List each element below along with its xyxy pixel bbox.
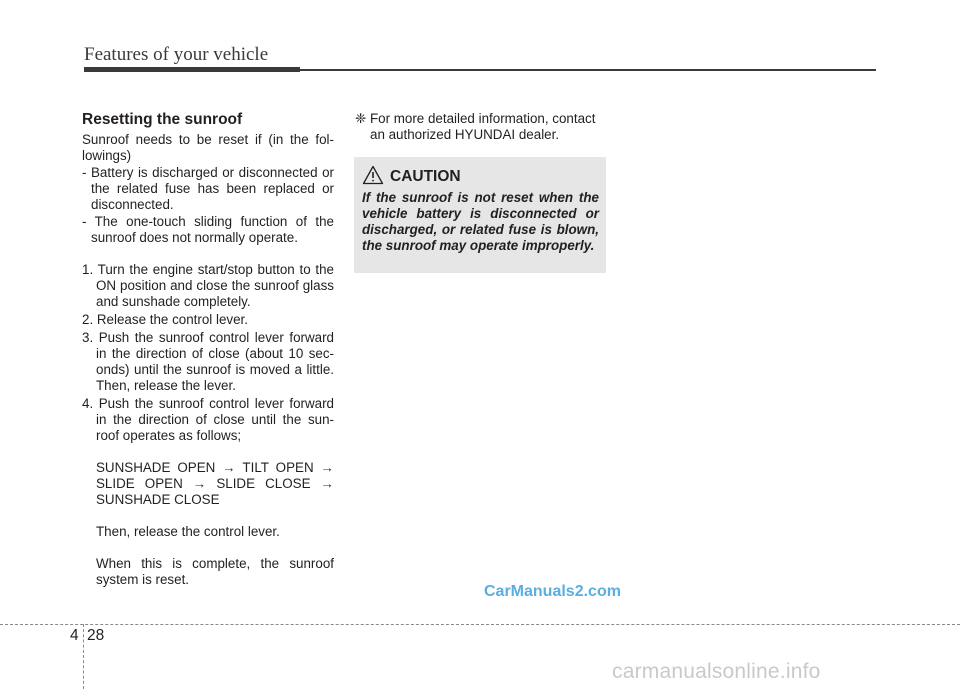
caution-label: CAUTION bbox=[390, 168, 461, 185]
reset-condition-item: - The one-touch sliding function of the sunroof does not normally operate. bbox=[82, 214, 334, 245]
intro-paragraph: Sunroof needs to be reset if (in the fol-lowings) bbox=[82, 132, 334, 163]
warning-triangle-icon bbox=[362, 165, 390, 190]
reset-step: 2. Release the control lever. bbox=[82, 312, 248, 327]
section-heading: Resetting the sunroof bbox=[82, 111, 243, 128]
footer-divider bbox=[83, 624, 84, 689]
chapter-number: 4 bbox=[70, 627, 79, 644]
footer-rule bbox=[0, 624, 960, 625]
reset-step: 4. Push the sunroof control lever forward in the direction of close until the sun-roof operates as follows; bbox=[82, 396, 334, 443]
page-header-title: Features of your vehicle bbox=[84, 44, 269, 65]
source-watermark: carmanualsonline.info bbox=[612, 660, 821, 683]
release-instruction: Then, release the control lever. bbox=[96, 524, 280, 539]
reset-step: 1. Turn the engine start/stop button to the ON position and close the sunroof glass and sunshade completely. bbox=[82, 262, 334, 309]
caution-box bbox=[354, 157, 606, 273]
page-number: 28 bbox=[87, 627, 105, 644]
operation-sequence: SUNSHADE OPEN → TILT OPEN → SLIDE OPEN → SLIDE CLOSE → SUNSHADE CLOSE bbox=[96, 460, 334, 507]
site-watermark: CarManuals2.com bbox=[484, 583, 621, 600]
completion-text: When this is complete, the sunroof system is reset. bbox=[96, 556, 334, 587]
reset-condition-item: - Battery is discharged or disconnected or the related fuse has been replaced or disconnected. bbox=[82, 165, 334, 212]
caution-text: If the sunroof is not reset when the vehicle battery is disconnected or discharged, or related fuse is blown, the sunroof may operate improperly. bbox=[362, 190, 599, 253]
reset-step: 3. Push the sunroof control lever forward in the direction of close (about 10 sec-onds) until the sunroof is moved a little. Then, release the lever. bbox=[82, 330, 334, 393]
dealer-note: ❈ For more detailed information, contact an authorized HYUNDAI dealer. bbox=[355, 111, 596, 142]
caution-header bbox=[362, 167, 599, 187]
header-rule-thick bbox=[84, 67, 300, 72]
left-column bbox=[82, 111, 334, 588]
right-column bbox=[355, 111, 607, 143]
header-rule-thin bbox=[300, 69, 876, 71]
